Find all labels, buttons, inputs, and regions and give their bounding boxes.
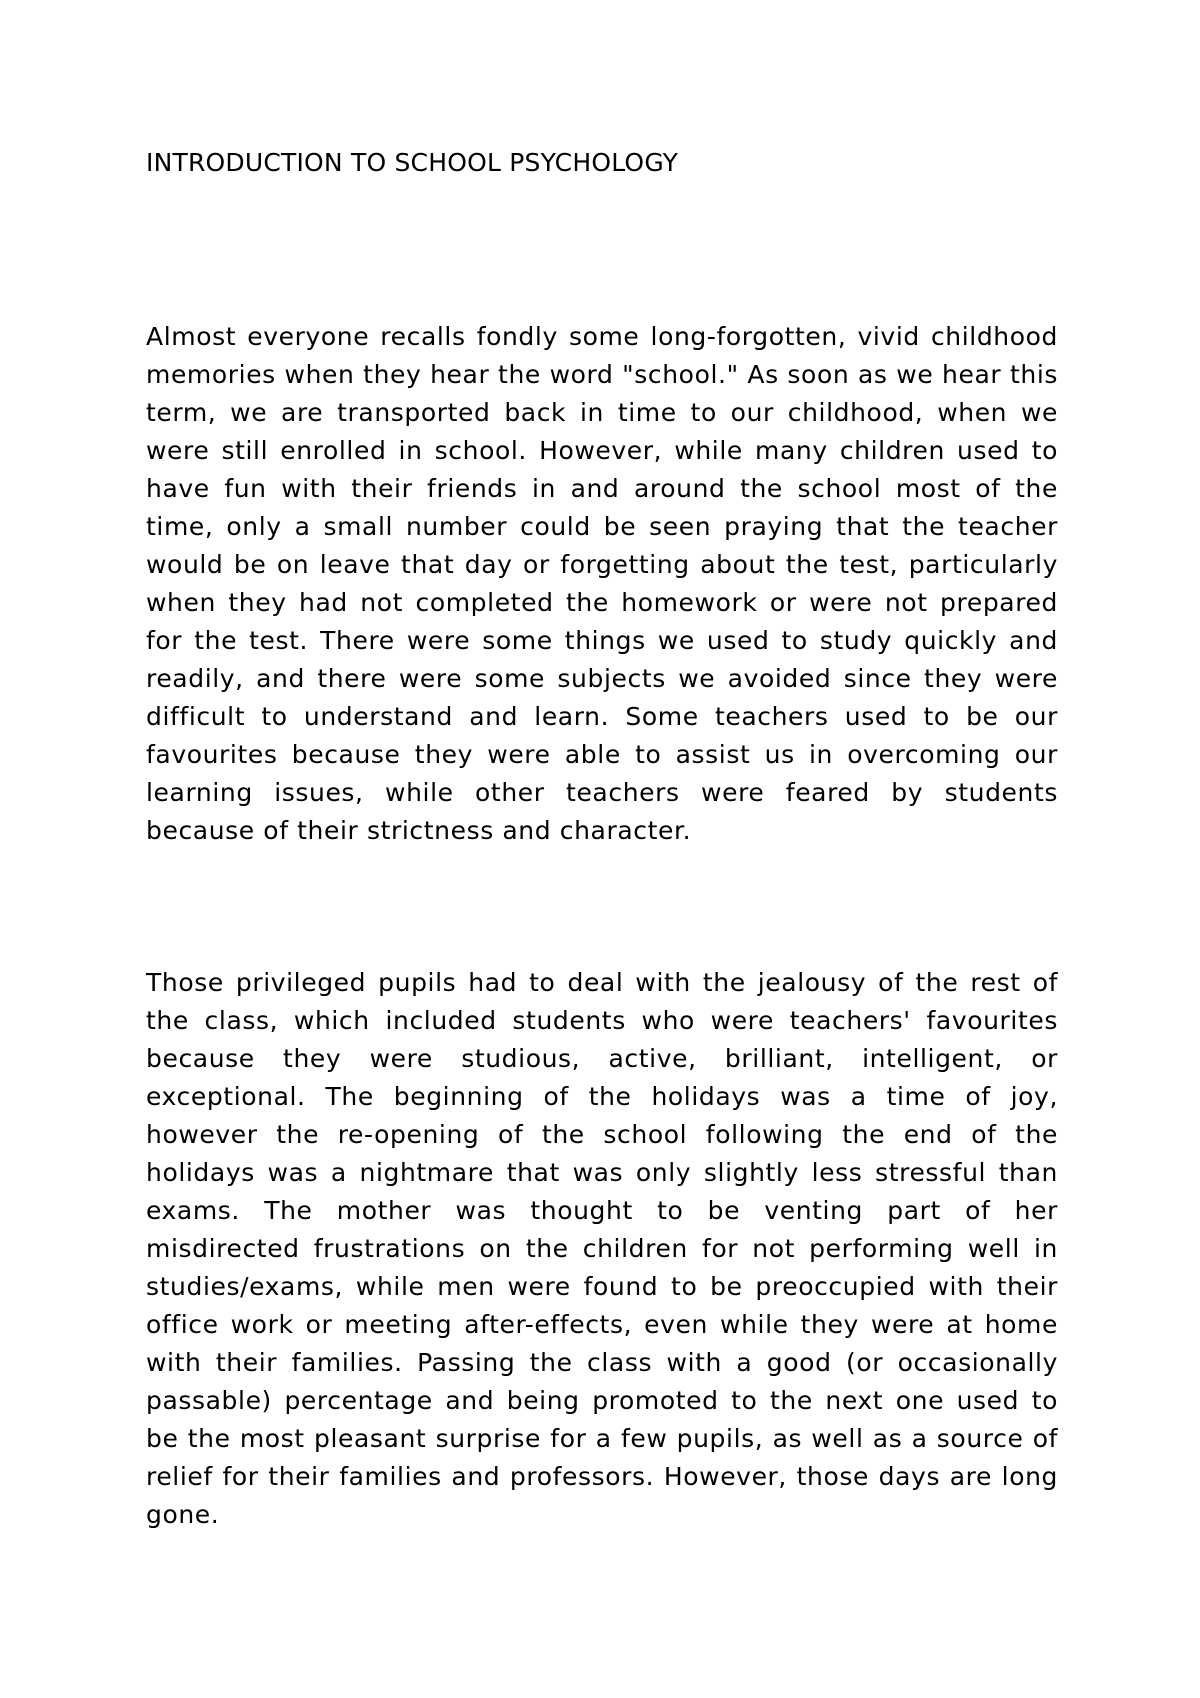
document-title: INTRODUCTION TO SCHOOL PSYCHOLOGY bbox=[146, 148, 679, 177]
body-paragraph-1: Almost everyone recalls fondly some long-forgotten, vivid childhood memories when they hear the word "school." As soon as we hear this term, we are transported back in time to our childhood, when we were still enrolled in school. However, while many children used to have fun with their friends in and around the school most of the time, only a small number could be seen praying that the teacher would be on leave that day or forgetting about the test, particularly when they had not completed the homework or were not prepared for the test. There were some things we used to study quickly and readily, and there were some subjects we avoided since they were difficult to understand and learn. Some teachers used to be our favourites because they were able to assist us in overcoming our learning issues, while other teachers were feared by students because of their strictness and character. bbox=[146, 322, 1058, 845]
body-paragraph-2: Those privileged pupils had to deal with the jealousy of the rest of the class, which included students who were teachers' favourites because they were studious, active, brilliant, intelligent, or exceptional. The beginning of the holidays was a time of joy, however the re-opening of the school following the end of the holidays was a nightmare that was only slightly less stressful than exams. The mother was thought to be venting part of her misdirected frustrations on the children for not performing well in studies/exams, while men were found to be preoccupied with their office work or meeting after-effects, even while they were at home with their families. Passing the class with a good (or occasionally passable) percentage and being promoted to the next one used to be the most pleasant surprise for a few pupils, as well as a source of relief for their families and professors. However, those days are long gone. bbox=[146, 968, 1058, 1529]
